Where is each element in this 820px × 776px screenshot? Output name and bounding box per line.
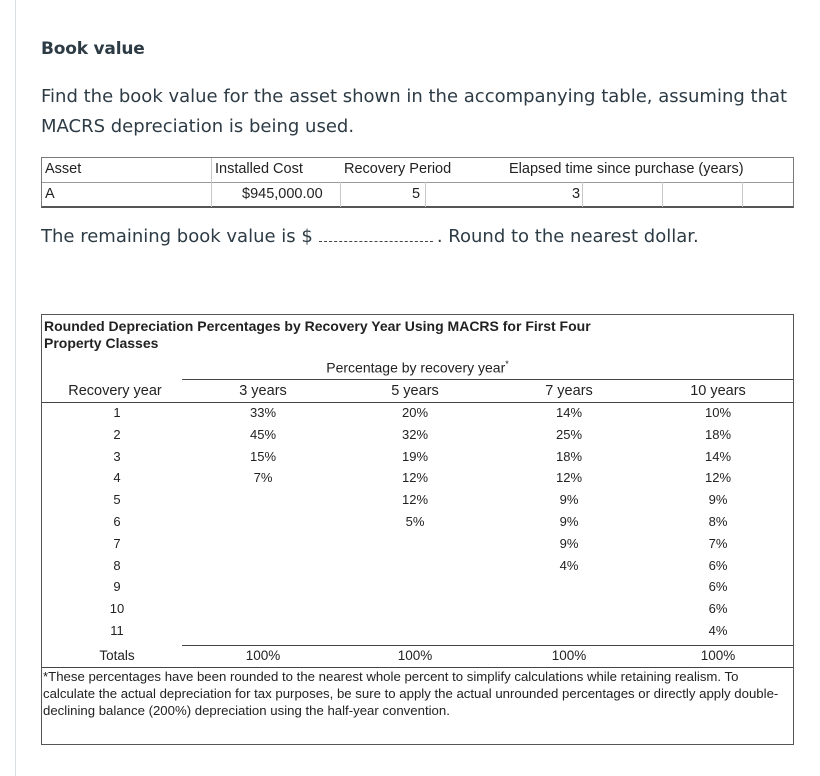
recovery-year-header: Recovery year <box>68 383 162 399</box>
answer-line <box>41 226 699 247</box>
asset-table-divider <box>42 182 793 183</box>
asset-col-divider <box>742 182 743 207</box>
col-7-years: 7 years <box>545 383 593 399</box>
asset-name: A <box>45 186 55 202</box>
percentage-cell: 9% <box>708 492 728 508</box>
recovery-year-cell: 4 <box>113 470 121 486</box>
elapsed-time-value: 3 <box>572 186 581 202</box>
total-5-years: 100% <box>397 648 433 663</box>
asset-col-divider <box>340 182 341 207</box>
percentage-cell: 33% <box>249 405 277 420</box>
recovery-year-cell: 7 <box>113 535 121 551</box>
macrs-footnote: *These percentages have been rounded to the nearest whole percent to simplify calculations while retaining realism. To calculate the actual depreciation for tax purposes, be sure to apply the actual unrounded percentages or directly apply double-declining balance (200%) depreciation using the half-year convention. <box>43 669 779 718</box>
answer-suffix: . Round to the nearest dollar. <box>436 226 699 247</box>
question-text: Find the book value for the asset shown in the accompanying table, assuming that MACRS depreciation is being used. <box>41 86 788 137</box>
percentage-cell: 10% <box>704 405 732 420</box>
percentage-cell: 19% <box>401 448 429 464</box>
percentage-cell: 8% <box>708 514 728 529</box>
recovery-year-cell: 8 <box>113 557 121 573</box>
percentage-cell: 12% <box>401 470 429 486</box>
percentage-cell: 6% <box>708 601 728 617</box>
percentage-cell: 7% <box>253 470 273 486</box>
asset-col-divider <box>425 182 426 207</box>
asset-table <box>41 157 794 208</box>
percentage-cell: 12% <box>401 492 429 508</box>
percentage-cell: 6% <box>708 579 728 595</box>
macrs-subheading <box>42 359 793 376</box>
header-elapsed-time: Elapsed time since purchase (years) <box>509 161 744 177</box>
percentage-cell: 18% <box>704 426 732 442</box>
left-border <box>15 0 16 776</box>
macrs-rule-header <box>42 402 793 403</box>
percentage-cell: 15% <box>249 448 277 464</box>
percentage-cell: 9% <box>559 492 579 508</box>
percentage-cell: 14% <box>555 405 583 420</box>
total-10-years: 100% <box>700 648 736 663</box>
recovery-year-cell: 11 <box>110 623 124 638</box>
col-5-years: 5 years <box>391 383 439 399</box>
macrs-heading: Rounded Depreciation Percentages by Recovery Year Using MACRS for First Four Property Classes <box>44 318 591 351</box>
percentage-cell: 12% <box>704 470 732 486</box>
recovery-year-cell: 3 <box>113 448 121 464</box>
percentage-cell: 18% <box>555 448 583 464</box>
totals-label: Totals <box>99 648 135 663</box>
percentage-cell: 45% <box>249 426 277 442</box>
recovery-year-cell: 10 <box>109 601 125 617</box>
total-3-years: 100% <box>245 648 281 663</box>
recovery-year-cell: 2 <box>113 426 121 442</box>
macrs-subheading-text: Percentage by recovery year <box>326 359 506 376</box>
recovery-year-cell: 9 <box>113 579 121 595</box>
percentage-cell: 32% <box>401 426 429 442</box>
asset-col-divider <box>662 182 663 207</box>
percentage-cell: 20% <box>401 405 429 420</box>
asset-col-divider <box>211 158 212 207</box>
col-3-years: 3 years <box>239 383 287 399</box>
answer-prefix: The remaining book value is $ <box>41 226 313 247</box>
macrs-rule-top <box>182 379 793 380</box>
percentage-cell: 6% <box>708 557 728 573</box>
percentage-cell: 12% <box>555 470 583 486</box>
percentage-cell: 5% <box>405 514 425 529</box>
macrs-rule-totals <box>182 645 793 646</box>
recovery-year-cell: 1 <box>113 405 121 420</box>
header-asset: Asset <box>45 161 82 177</box>
percentage-cell: 4% <box>559 557 579 573</box>
page-title: Book value <box>41 39 145 59</box>
percentage-cell: 9% <box>559 535 579 551</box>
asset-col-divider <box>582 182 583 207</box>
recovery-year-cell: 5 <box>113 492 121 508</box>
recovery-year-cell: 6 <box>113 514 121 529</box>
answer-blank[interactable] <box>319 227 433 242</box>
macrs-subheading-mark: * <box>505 359 509 369</box>
header-recovery-period: Recovery Period <box>344 161 452 177</box>
percentage-cell: 9% <box>559 514 579 529</box>
header-installed-cost: Installed Cost <box>215 161 303 177</box>
percentage-cell: 25% <box>555 426 583 442</box>
percentage-cell: 14% <box>704 448 732 464</box>
total-7-years: 100% <box>551 648 587 663</box>
percentage-cell: 4% <box>708 623 728 638</box>
macrs-table <box>41 314 794 745</box>
percentage-cell: 7% <box>708 535 728 551</box>
col-10-years: 10 years <box>690 383 746 399</box>
recovery-period-value: 5 <box>412 186 421 202</box>
installed-cost-value: $945,000.00 <box>242 186 323 202</box>
